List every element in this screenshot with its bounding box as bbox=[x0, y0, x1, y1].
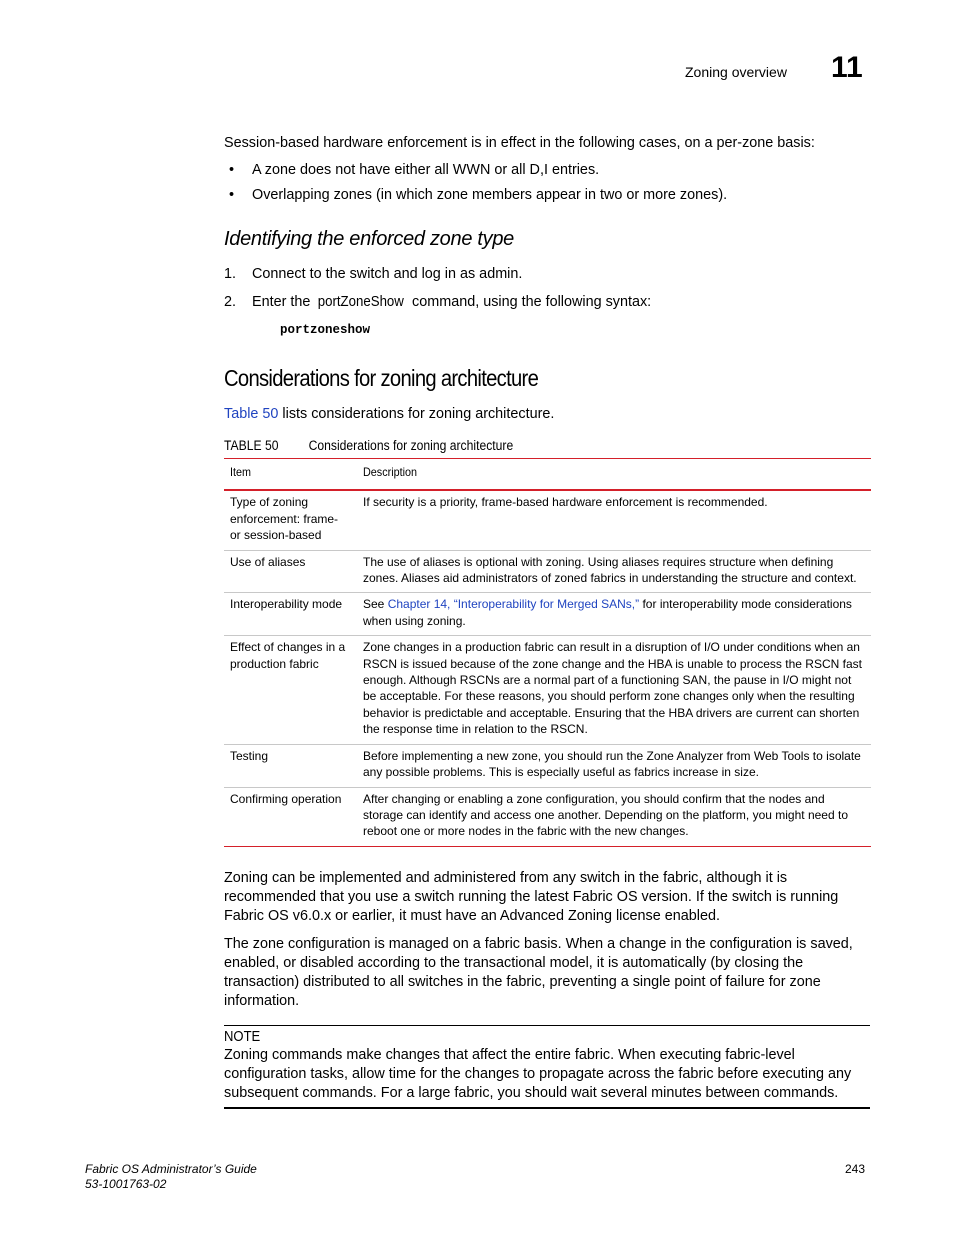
footer-doc-info bbox=[85, 1162, 257, 1192]
table-cell-item: Type of zoning enforcement: frame- or session-based bbox=[224, 490, 357, 550]
table-cell-description: After changing or enabling a zone configuration, you should confirm that the nodes and storage can identify and access one another. Depending on the platform, you might need to reboot one or more nodes in the fabric with the new changes. bbox=[357, 787, 871, 846]
subsection-heading: Identifying the enforced zone type bbox=[224, 228, 515, 250]
table-row bbox=[224, 787, 871, 846]
table-row bbox=[224, 550, 871, 593]
section-heading: Considerations for zoning architecture bbox=[224, 365, 539, 391]
chapter-link[interactable]: Chapter 14, “Interoperability for Merged SANs,” bbox=[387, 597, 640, 612]
bullet-glyph: • bbox=[229, 187, 235, 203]
table-reference-text: lists considerations for zoning architecture. bbox=[278, 406, 555, 422]
bullet-text: Overlapping zones (in which zone members appear in two or more zones). bbox=[252, 187, 728, 203]
table-caption bbox=[224, 438, 514, 453]
table-cell-description: Before implementing a new zone, you should run the Zone Analyzer from Web Tools to isolate any possible problems. This is especially useful as fabrics increase in size. bbox=[357, 744, 871, 787]
step-text bbox=[252, 293, 651, 312]
command-name: portZoneShow bbox=[318, 294, 405, 310]
footer-doc-title: Fabric OS Administrator’s Guide bbox=[85, 1162, 257, 1176]
considerations-table bbox=[224, 458, 871, 847]
column-header-description: Description bbox=[357, 459, 871, 491]
table-cell-item: Testing bbox=[224, 744, 357, 787]
body-paragraph: The zone configuration is managed on a fabric basis. When a change in the configuration is saved, enabled, or disabled according to the transactional model, it is automatically (by closing the transaction) distributed to all switches in the fabric, preventing a single point of failure for zone information. bbox=[224, 936, 853, 1009]
table-cell-item: Interoperability mode bbox=[224, 593, 357, 636]
column-header-item: Item bbox=[224, 459, 357, 491]
table-cell-item: Use of aliases bbox=[224, 550, 357, 593]
table-row bbox=[224, 636, 871, 744]
table-cell-item: Confirming operation bbox=[224, 787, 357, 846]
footer-doc-number: 53-1001763-02 bbox=[85, 1177, 167, 1191]
step-text-pre: Enter the bbox=[252, 294, 315, 310]
step-text: Connect to the switch and log in as admin. bbox=[252, 266, 523, 282]
table-reference bbox=[224, 405, 554, 424]
table-header-row bbox=[224, 459, 871, 491]
step-number: 2. bbox=[224, 294, 237, 310]
chapter-number: 11 bbox=[831, 51, 863, 84]
table-row bbox=[224, 593, 871, 636]
table-cell-description: If security is a priority, frame-based hardware enforcement is recommended. bbox=[357, 490, 871, 550]
code-syntax: portzoneshow bbox=[280, 323, 371, 337]
running-header-title: Zoning overview bbox=[685, 64, 787, 80]
note-text: Zoning commands make changes that affect the entire fabric. When executing fabric-level configuration tasks, allow time for the changes to propagate across the fabric before executing any subsequent commands. For a large fabric, you should wait several minutes between commands. bbox=[224, 1047, 852, 1101]
body-paragraph: Zoning can be implemented and administered from any switch in the fabric, although it is recommended that you use a switch running the latest Fabric OS version. If the switch is running Fabric OS v6.0.x or earlier, it must have an Advanced Zoning license enabled. bbox=[224, 870, 839, 924]
table-label: TABLE 50 bbox=[224, 438, 279, 453]
table-link[interactable]: Table 50 bbox=[224, 406, 279, 422]
table-cell-description: See Chapter 14, “Interoperability for Merged SANs,” for interoperability mode considerations when using zoning. bbox=[357, 593, 871, 636]
step-number: 1. bbox=[224, 266, 237, 282]
list-item bbox=[229, 187, 872, 203]
bullet-text: A zone does not have either all WWN or all D,I entries. bbox=[252, 162, 600, 178]
table-cell-description: Zone changes in a production fabric can result in a disruption of I/O under conditions when an RSCN is issued because of the zone change and the HBA is unable to process the RSCN fast enough. Although RSCNs are a normal part of a functioning SAN, the pause in I/O might not be acceptable. For these reasons, you should perform zone changes only when the resulting behavior is predictable and acceptable. Ensuring that the HBA drivers are current can shorten the response time in relation to the RSCN. bbox=[357, 636, 871, 744]
table-cell-description: The use of aliases is optional with zoning. Using aliases requires structure when defining zones. Aliases aid administrators of zoned fabrics in understanding the structure and context. bbox=[357, 550, 871, 593]
note-box bbox=[224, 1025, 870, 1109]
list-item bbox=[229, 162, 872, 178]
table-row bbox=[224, 490, 871, 550]
bullet-glyph: • bbox=[229, 162, 235, 178]
table-cell-item: Effect of changes in a production fabric bbox=[224, 636, 357, 744]
table-title: Considerations for zoning architecture bbox=[308, 438, 514, 453]
intro-paragraph: Session-based hardware enforcement is in effect in the following cases, on a per-zone basis: bbox=[224, 135, 815, 151]
table-row bbox=[224, 744, 871, 787]
note-label: NOTE bbox=[224, 1029, 261, 1045]
page-number: 243 bbox=[845, 1162, 866, 1176]
step-text-post: command, using the following syntax: bbox=[408, 294, 652, 310]
